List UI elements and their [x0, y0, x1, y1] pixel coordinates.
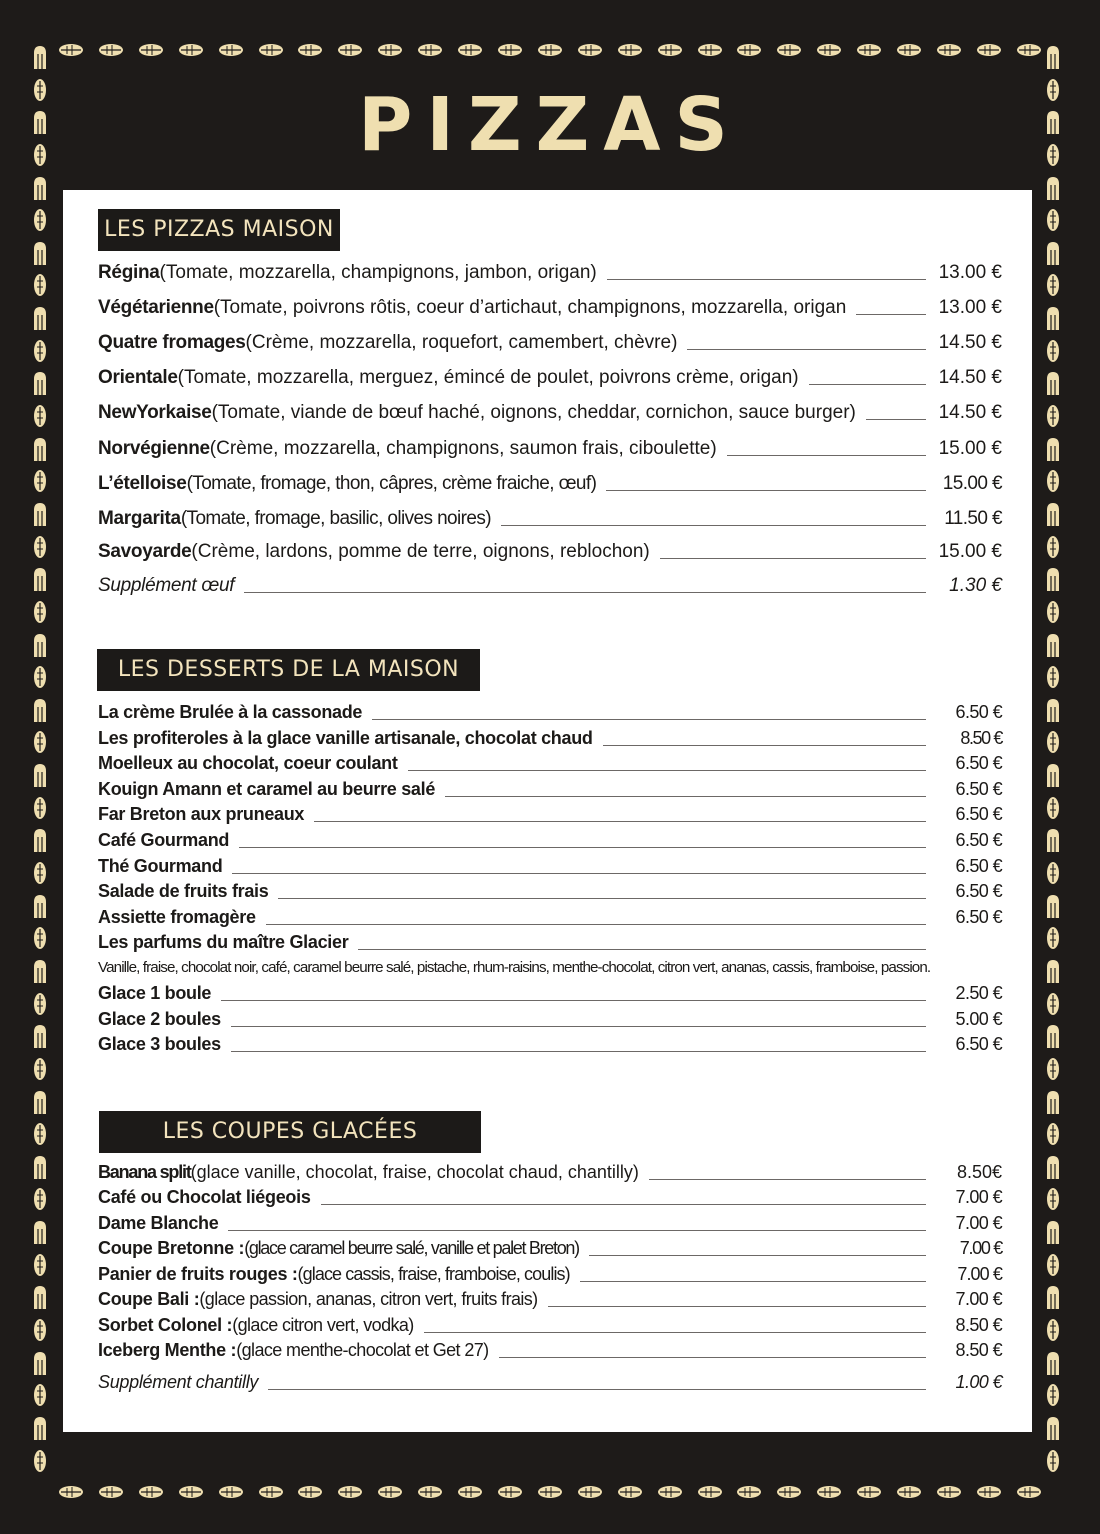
- dotted-leader: [660, 558, 926, 559]
- leaf-ornament-icon: [98, 43, 124, 57]
- leaf-ornament-icon: [138, 43, 164, 57]
- fork-and-leaf-ornament-icon: [32, 925, 48, 951]
- menu-item: [98, 541, 1002, 563]
- fork-and-leaf-ornament-icon: [32, 338, 48, 364]
- leaf-ornament-icon: [976, 1485, 1002, 1499]
- fork-and-leaf-ornament-icon: [1045, 729, 1061, 755]
- leaf-ornament-icon: [776, 43, 802, 57]
- fork-and-leaf-ornament-icon: [1045, 1186, 1061, 1212]
- fork-and-leaf-ornament-icon: [32, 501, 48, 527]
- item-price: 1.30 €: [949, 575, 1002, 596]
- menu-item: [98, 438, 1002, 460]
- fork-and-leaf-ornament-icon: [32, 272, 48, 298]
- item-name: Végétarienne: [98, 297, 214, 318]
- leaf-ornament-icon: [577, 1485, 603, 1499]
- fork-and-leaf-ornament-icon: [1045, 1284, 1061, 1310]
- menu-item: [98, 1315, 1002, 1336]
- item-price: 7.00 €: [955, 1187, 1002, 1207]
- leaf-ornament-icon: [976, 43, 1002, 57]
- item-name: Assiette fromagère: [98, 907, 256, 927]
- fork-and-leaf-ornament-icon: [1045, 240, 1061, 266]
- item-price: 6.50 €: [955, 830, 1002, 850]
- fork-and-leaf-ornament-icon: [32, 44, 48, 70]
- fork-and-leaf-ornament-icon: [1045, 1317, 1061, 1343]
- menu-item: [98, 779, 1002, 800]
- item-price: 13.00 €: [938, 297, 1002, 318]
- leaf-ornament-icon: [736, 1485, 762, 1499]
- item-name: Kouign Amann et caramel au beurre salé: [98, 779, 436, 799]
- fork-and-leaf-ornament-icon: [1045, 534, 1061, 560]
- bottom-ornament-border: [58, 1480, 1042, 1504]
- menu-item: [98, 332, 1002, 354]
- item-price: 14.50 €: [938, 402, 1002, 423]
- leaf-ornament-icon: [178, 1485, 204, 1499]
- fork-and-leaf-ornament-icon: [32, 795, 48, 821]
- item-name: Thé Gourmand: [98, 856, 223, 876]
- item-description: (Tomate, fromage, thon, câpres, crème fraiche, œuf): [186, 473, 597, 494]
- fork-and-leaf-ornament-icon: [32, 1154, 48, 1180]
- menu-item: [98, 1187, 1002, 1208]
- item-name: Margarita: [98, 508, 181, 529]
- item-description: (Tomate, mozzarella, champignons, jambon, origan): [159, 262, 597, 283]
- leaf-ornament-icon: [58, 43, 84, 57]
- dotted-leader: [231, 1026, 926, 1027]
- fork-and-leaf-ornament-icon: [1045, 468, 1061, 494]
- dotted-leader: [358, 949, 926, 950]
- leaf-ornament-icon: [258, 43, 284, 57]
- item-description: (glace caramel beurre salé, vanille et palet Breton): [244, 1238, 579, 1258]
- dotted-leader: [589, 1255, 926, 1256]
- supplement-item: [98, 575, 1002, 597]
- item-description: (Crème, lardons, pomme de terre, oignons, reblochon): [191, 541, 650, 562]
- leaf-ornament-icon: [178, 43, 204, 57]
- fork-and-leaf-ornament-icon: [1045, 370, 1061, 396]
- leaf-ornament-icon: [896, 43, 922, 57]
- leaf-ornament-icon: [617, 43, 643, 57]
- leaf-ornament-icon: [816, 1485, 842, 1499]
- leaf-ornament-icon: [856, 1485, 882, 1499]
- leaf-ornament-icon: [218, 1485, 244, 1499]
- fork-and-leaf-ornament-icon: [1045, 991, 1061, 1017]
- item-price: 6.50 €: [955, 804, 1002, 824]
- menu-item: [98, 1034, 1002, 1055]
- item-price: 6.50 €: [955, 753, 1002, 773]
- item-price: 6.50 €: [955, 779, 1002, 799]
- item-description: (Tomate, poivrons rôtis, coeur d’artichaut, champignons, mozzarella, origan: [213, 297, 847, 318]
- menu-item: [98, 983, 1002, 1004]
- menu-item: [98, 473, 1002, 495]
- item-name: Les parfums du maître Glacier: [98, 932, 349, 952]
- fork-and-leaf-ornament-icon: [32, 534, 48, 560]
- item-name: Les profiteroles à la glace vanille artisanale, chocolat chaud: [98, 728, 593, 748]
- leaf-ornament-icon: [537, 43, 563, 57]
- fork-and-leaf-ornament-icon: [32, 240, 48, 266]
- dotted-leader: [278, 898, 926, 899]
- item-price: 1.00 €: [955, 1372, 1002, 1392]
- item-name: Café Gourmand: [98, 830, 230, 850]
- fork-and-leaf-ornament-icon: [1045, 1056, 1061, 1082]
- leaf-ornament-icon: [736, 43, 762, 57]
- leaf-ornament-icon: [537, 1485, 563, 1499]
- item-description: (Crème, mozzarella, champignons, saumon frais, ciboulette): [209, 438, 717, 459]
- item-name: Glace 1 boule: [98, 983, 212, 1003]
- leaf-ornament-icon: [98, 1485, 124, 1499]
- fork-and-leaf-ornament-icon: [1045, 762, 1061, 788]
- fork-and-leaf-ornament-icon: [32, 1121, 48, 1147]
- menu-item: [98, 402, 1002, 424]
- item-price: 8.50€: [956, 1162, 1002, 1182]
- leaf-ornament-icon: [218, 43, 244, 57]
- fork-and-leaf-ornament-icon: [32, 1023, 48, 1049]
- leaf-ornament-icon: [457, 43, 483, 57]
- item-price: 15.00 €: [938, 438, 1002, 459]
- menu-item: [98, 1340, 1002, 1361]
- item-name: L’ételloise: [98, 473, 187, 494]
- menu-item: [98, 804, 1002, 825]
- item-description: (glace passion, ananas, citron vert, fruits frais): [199, 1289, 538, 1309]
- fork-and-leaf-ornament-icon: [1045, 44, 1061, 70]
- fork-and-leaf-ornament-icon: [32, 664, 48, 690]
- leaf-ornament-icon: [577, 43, 603, 57]
- leaf-ornament-icon: [697, 43, 723, 57]
- item-description: (Crème, mozzarella, roquefort, camembert, chèvre): [245, 332, 678, 353]
- menu-item: [98, 367, 1002, 389]
- dotted-leader: [408, 770, 926, 771]
- fork-and-leaf-ornament-icon: [32, 1382, 48, 1408]
- fork-and-leaf-ornament-icon: [1045, 566, 1061, 592]
- item-price: 11.50 €: [944, 508, 1002, 529]
- fork-and-leaf-ornament-icon: [32, 1056, 48, 1082]
- fork-and-leaf-ornament-icon: [1045, 501, 1061, 527]
- menu-item: [98, 1009, 1002, 1030]
- fork-and-leaf-ornament-icon: [1045, 1154, 1061, 1180]
- fork-and-leaf-ornament-icon: [32, 1219, 48, 1245]
- dotted-leader: [221, 1000, 926, 1001]
- fork-and-leaf-ornament-icon: [1045, 207, 1061, 233]
- section-heading-desserts: LES DESSERTS DE LA MAISON: [97, 649, 480, 691]
- fork-and-leaf-ornament-icon: [32, 403, 48, 429]
- top-ornament-border: [58, 38, 1042, 62]
- fork-and-leaf-ornament-icon: [1045, 697, 1061, 723]
- fork-and-leaf-ornament-icon: [1045, 664, 1061, 690]
- leaf-ornament-icon: [617, 1485, 643, 1499]
- menu-item: [98, 830, 1002, 851]
- dotted-leader: [244, 592, 926, 593]
- item-name: Banana split: [98, 1162, 191, 1182]
- fork-and-leaf-ornament-icon: [1045, 272, 1061, 298]
- item-price: 7.00 €: [955, 1289, 1002, 1309]
- item-price: 6.50 €: [955, 702, 1002, 722]
- page-title: PIZZAS: [358, 82, 742, 168]
- leaf-ornament-icon: [337, 1485, 363, 1499]
- leaf-ornament-icon: [258, 1485, 284, 1499]
- item-price: 14.50 €: [938, 332, 1002, 353]
- fork-and-leaf-ornament-icon: [1045, 893, 1061, 919]
- item-name: Panier de fruits rouges :: [98, 1264, 298, 1284]
- fork-and-leaf-ornament-icon: [32, 632, 48, 658]
- fork-and-leaf-ornament-icon: [32, 566, 48, 592]
- fork-and-leaf-ornament-icon: [1045, 632, 1061, 658]
- menu-item: [98, 907, 1002, 928]
- fork-and-leaf-ornament-icon: [32, 1284, 48, 1310]
- leaf-ornament-icon: [297, 43, 323, 57]
- item-price: 13.00 €: [938, 262, 1002, 283]
- fork-and-leaf-ornament-icon: [32, 1415, 48, 1441]
- fork-and-leaf-ornament-icon: [1045, 599, 1061, 625]
- item-name: Orientale: [98, 367, 178, 388]
- dotted-leader: [228, 1230, 926, 1231]
- fork-and-leaf-ornament-icon: [1045, 403, 1061, 429]
- fork-and-leaf-ornament-icon: [32, 599, 48, 625]
- item-price: 6.50 €: [955, 907, 1002, 927]
- fork-and-leaf-ornament-icon: [32, 729, 48, 755]
- item-name: Coupe Bretonne :: [98, 1238, 245, 1258]
- menu-item: [98, 508, 1002, 530]
- fork-and-leaf-ornament-icon: [32, 305, 48, 331]
- dotted-leader: [580, 1281, 926, 1282]
- menu-sheet: [63, 190, 1032, 1432]
- item-description: (glace vanille, chocolat, fraise, chocolat chaud, chantilly): [190, 1162, 639, 1182]
- leaf-ornament-icon: [856, 43, 882, 57]
- dotted-leader: [809, 384, 926, 385]
- menu-item: [98, 1264, 1002, 1285]
- dotted-leader: [607, 279, 926, 280]
- fork-and-leaf-ornament-icon: [1045, 1089, 1061, 1115]
- fork-and-leaf-ornament-icon: [32, 370, 48, 396]
- menu-item: [98, 1213, 1002, 1234]
- fork-and-leaf-ornament-icon: [32, 1252, 48, 1278]
- fork-and-leaf-ornament-icon: [1045, 795, 1061, 821]
- fork-and-leaf-ornament-icon: [1045, 1121, 1061, 1147]
- dotted-leader: [501, 525, 926, 526]
- dotted-leader: [727, 455, 926, 456]
- leaf-ornament-icon: [337, 43, 363, 57]
- fork-and-leaf-ornament-icon: [32, 1317, 48, 1343]
- fork-and-leaf-ornament-icon: [32, 762, 48, 788]
- menu-item: [98, 932, 1002, 953]
- item-description: (Tomate, fromage, basilic, olives noires): [180, 508, 491, 529]
- fork-and-leaf-ornament-icon: [1045, 436, 1061, 462]
- leaf-ornament-icon: [457, 1485, 483, 1499]
- leaf-ornament-icon: [697, 1485, 723, 1499]
- menu-item: [98, 881, 1002, 902]
- item-price: 14.50 €: [938, 367, 1002, 388]
- fork-and-leaf-ornament-icon: [1045, 175, 1061, 201]
- fork-and-leaf-ornament-icon: [32, 958, 48, 984]
- fork-and-leaf-ornament-icon: [1045, 1448, 1061, 1474]
- item-name: Glace 3 boules: [98, 1034, 221, 1054]
- dotted-leader: [239, 847, 926, 848]
- dotted-leader: [603, 745, 926, 746]
- leaf-ornament-icon: [497, 43, 523, 57]
- item-name: Iceberg Menthe :: [98, 1340, 237, 1360]
- item-name: Dame Blanche: [98, 1213, 219, 1233]
- dotted-leader: [232, 873, 926, 874]
- fork-and-leaf-ornament-icon: [1045, 1252, 1061, 1278]
- leaf-ornament-icon: [377, 1485, 403, 1499]
- leaf-ornament-icon: [1016, 1485, 1042, 1499]
- item-name: Salade de fruits frais: [98, 881, 269, 901]
- fork-and-leaf-ornament-icon: [32, 1089, 48, 1115]
- item-name: Café ou Chocolat liégeois: [98, 1187, 311, 1207]
- fork-and-leaf-ornament-icon: [1045, 827, 1061, 853]
- item-price: 6.50 €: [955, 856, 1002, 876]
- item-price: 15.00 €: [942, 473, 1002, 494]
- dotted-leader: [866, 419, 926, 420]
- item-name: NewYorkaise: [98, 402, 212, 423]
- leaf-ornament-icon: [417, 43, 443, 57]
- item-description: (Tomate, mozzarella, merguez, émincé de poulet, poivrons crème, origan): [177, 367, 799, 388]
- fork-and-leaf-ornament-icon: [1045, 958, 1061, 984]
- supplement-item: [98, 1372, 1002, 1393]
- leaf-ornament-icon: [657, 1485, 683, 1499]
- item-description: (glace menthe-chocolat et Get 27): [236, 1340, 489, 1360]
- menu-item: [98, 262, 1002, 284]
- leaf-ornament-icon: [657, 43, 683, 57]
- item-name: Savoyarde: [98, 541, 192, 562]
- menu-item: [98, 856, 1002, 877]
- fork-and-leaf-ornament-icon: [32, 436, 48, 462]
- menu-item: [98, 1289, 1002, 1310]
- fork-and-leaf-ornament-icon: [1045, 925, 1061, 951]
- item-price: 15.00 €: [938, 541, 1002, 562]
- item-description: (Tomate, viande de bœuf haché, oignons, cheddar, cornichon, sauce burger): [211, 402, 856, 423]
- dotted-leader: [445, 796, 926, 797]
- leaf-ornament-icon: [497, 1485, 523, 1499]
- leaf-ornament-icon: [936, 43, 962, 57]
- left-ornament-border: [29, 44, 51, 1474]
- fork-and-leaf-ornament-icon: [32, 1350, 48, 1376]
- leaf-ornament-icon: [58, 1485, 84, 1499]
- leaf-ornament-icon: [936, 1485, 962, 1499]
- section-heading-pizzas: LES PIZZAS MAISON: [98, 209, 340, 251]
- fork-and-leaf-ornament-icon: [32, 697, 48, 723]
- item-price: 7.00 €: [957, 1264, 1002, 1284]
- leaf-ornament-icon: [377, 43, 403, 57]
- dotted-leader: [548, 1306, 926, 1307]
- item-name: Moelleux au chocolat, coeur coulant: [98, 753, 398, 773]
- fork-and-leaf-ornament-icon: [32, 827, 48, 853]
- menu-item: [98, 297, 1002, 319]
- item-name: Coupe Bali :: [98, 1289, 200, 1309]
- fork-and-leaf-ornament-icon: [1045, 305, 1061, 331]
- item-name: Quatre fromages: [98, 332, 246, 353]
- fork-and-leaf-ornament-icon: [32, 468, 48, 494]
- dotted-leader: [314, 821, 926, 822]
- item-price: 7.00 €: [959, 1238, 1002, 1258]
- fork-and-leaf-ornament-icon: [32, 175, 48, 201]
- fork-and-leaf-ornament-icon: [1045, 1023, 1061, 1049]
- item-price: 8.50 €: [955, 1315, 1002, 1335]
- dotted-leader: [321, 1204, 926, 1205]
- item-name: Supplément œuf: [98, 575, 235, 596]
- item-price: 7.00 €: [955, 1213, 1002, 1233]
- dotted-leader: [424, 1332, 926, 1333]
- item-price: 2.50 €: [955, 983, 1002, 1003]
- leaf-ornament-icon: [816, 43, 842, 57]
- ice-cream-flavors: Vanille, fraise, chocolat noir, café, caramel beurre salé, pistache, rhum-raisins, menthe-chocolat, citron vert, ananas, cassis, framboise, passion.: [98, 959, 931, 976]
- menu-item: [98, 728, 1002, 749]
- dotted-leader: [606, 490, 926, 491]
- section-heading-coupes: LES COUPES GLACÉES: [99, 1111, 481, 1153]
- leaf-ornament-icon: [417, 1485, 443, 1499]
- dotted-leader: [649, 1179, 926, 1180]
- leaf-ornament-icon: [297, 1485, 323, 1499]
- item-name: Far Breton aux pruneaux: [98, 804, 305, 824]
- menu-item: [98, 702, 1002, 723]
- item-price: 8.50 €: [955, 1340, 1002, 1360]
- menu-item: [98, 753, 1002, 774]
- fork-and-leaf-ornament-icon: [32, 1186, 48, 1212]
- item-price: 5.00 €: [955, 1009, 1002, 1029]
- dotted-leader: [687, 349, 926, 350]
- item-price: 6.50 €: [955, 1034, 1002, 1054]
- item-name: Glace 2 boules: [98, 1009, 221, 1029]
- leaf-ornament-icon: [138, 1485, 164, 1499]
- fork-and-leaf-ornament-icon: [1045, 338, 1061, 364]
- menu-item: [98, 1162, 1002, 1183]
- menu-item: [98, 1238, 1002, 1259]
- dotted-leader: [499, 1357, 926, 1358]
- item-name: Norvégienne: [98, 438, 210, 459]
- fork-and-leaf-ornament-icon: [32, 893, 48, 919]
- leaf-ornament-icon: [776, 1485, 802, 1499]
- fork-and-leaf-ornament-icon: [32, 1448, 48, 1474]
- leaf-ornament-icon: [896, 1485, 922, 1499]
- fork-and-leaf-ornament-icon: [1045, 1382, 1061, 1408]
- item-description: (glace citron vert, vodka): [232, 1315, 414, 1335]
- item-name: La crème Brulée à la cassonade: [98, 702, 363, 722]
- dotted-leader: [266, 924, 926, 925]
- leaf-ornament-icon: [1016, 43, 1042, 57]
- right-ornament-border: [1042, 44, 1064, 1474]
- fork-and-leaf-ornament-icon: [32, 207, 48, 233]
- item-name: Supplément chantilly: [98, 1372, 259, 1392]
- fork-and-leaf-ornament-icon: [1045, 1350, 1061, 1376]
- item-price: 6.50 €: [955, 881, 1002, 901]
- dotted-leader: [268, 1389, 926, 1390]
- item-name: Régina: [98, 262, 160, 283]
- dotted-leader: [231, 1051, 926, 1052]
- dotted-leader: [372, 719, 926, 720]
- fork-and-leaf-ornament-icon: [1045, 1415, 1061, 1441]
- item-name: Sorbet Colonel :: [98, 1315, 233, 1335]
- dotted-leader: [856, 314, 926, 315]
- fork-and-leaf-ornament-icon: [1045, 1219, 1061, 1245]
- fork-and-leaf-ornament-icon: [32, 991, 48, 1017]
- item-description: (glace cassis, fraise, framboise, coulis): [297, 1264, 570, 1284]
- fork-and-leaf-ornament-icon: [1045, 860, 1061, 886]
- item-price: 8.50 €: [960, 728, 1002, 748]
- fork-and-leaf-ornament-icon: [32, 860, 48, 886]
